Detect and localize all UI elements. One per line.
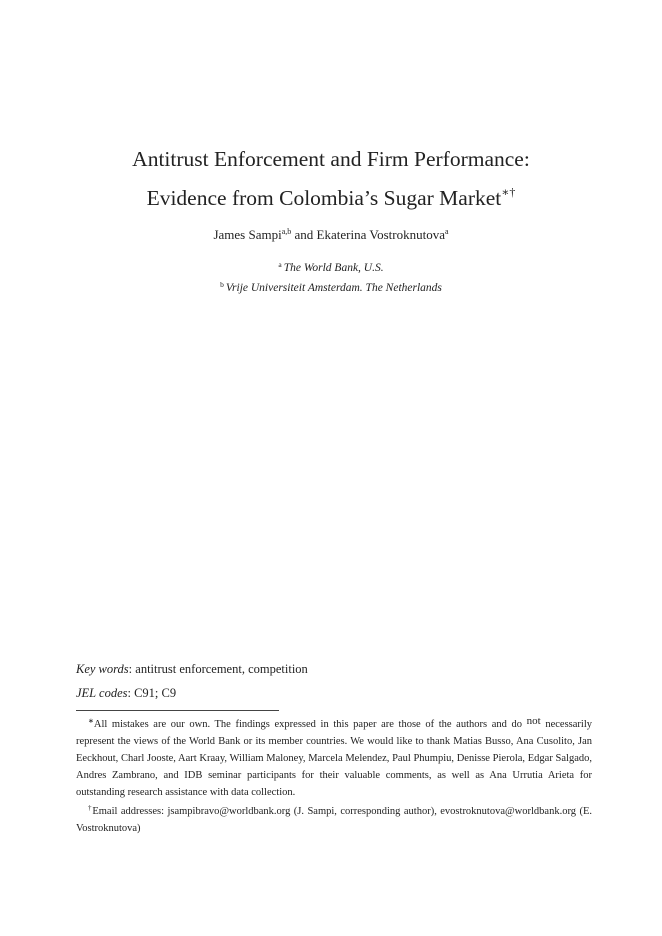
footnote-1-text-c: necessarily represent the views of the World Bank or its member countries. We would like to thank Matias Busso, Ana Cusolito, Jan Eeckhout, Charl Jooste, Aart Kraay, William Maloney, Marcela Melendez, Paul Phumpiu, Denisse Pierola, Edgar Salgado, Andres Zambrano, and IDB seminar participants for their valuable comments, as well as Ana Urrutia Arieta for outstanding research assistance with data collection. (76, 719, 592, 798)
affiliation-a (0, 260, 662, 274)
author-1-affil-marks: a,b (281, 227, 292, 236)
affiliation-b (0, 280, 662, 294)
footnote-1 (76, 713, 592, 801)
author-conjunction: and (294, 227, 314, 242)
footnote-1-text-b: not (526, 715, 541, 727)
footnote-2-mark: † (88, 804, 93, 812)
footnote-1-mark: ∗ (88, 717, 94, 725)
author-2: Ekaterina Vostroknutova (316, 227, 445, 242)
affiliation-b-mark: b (220, 280, 224, 289)
jel-codes-text: : C91; C9 (127, 686, 177, 700)
title-footnote-marks: ∗† (501, 185, 516, 199)
affiliation-a-mark: a (278, 260, 282, 269)
affiliation-b-text: Vrije Universiteit Amsterdam. The Netherlands (225, 282, 442, 294)
footnote-2 (76, 800, 592, 837)
keywords-label: Key words (76, 662, 129, 676)
jel-codes (76, 686, 176, 701)
title-line-2: Evidence from Colombia’s Sugar Market∗† (146, 185, 516, 210)
paper-title (0, 143, 662, 215)
author-1: James Sampi (213, 227, 282, 242)
author-line (0, 227, 662, 243)
title-line-1: Antitrust Enforcement and Firm Performance: (132, 147, 530, 171)
footnote-2-text: Email addresses: jsampibravo@worldbank.org (J. Sampi, corresponding author), evostroknutova@worldbank.org (E. Vostroknutova) (76, 806, 593, 834)
keywords-text: : antitrust enforcement, competition (128, 662, 308, 676)
keywords (76, 662, 308, 677)
author-2-affil-marks: a (444, 227, 449, 236)
footnote-1-text-a: All mistakes are our own. The findings expressed in this paper are those of the authors and do (93, 719, 527, 730)
affiliation-a-text: The World Bank, U.S. (283, 262, 384, 274)
jel-codes-label: JEL codes (76, 686, 128, 700)
footnote-rule (76, 710, 279, 711)
